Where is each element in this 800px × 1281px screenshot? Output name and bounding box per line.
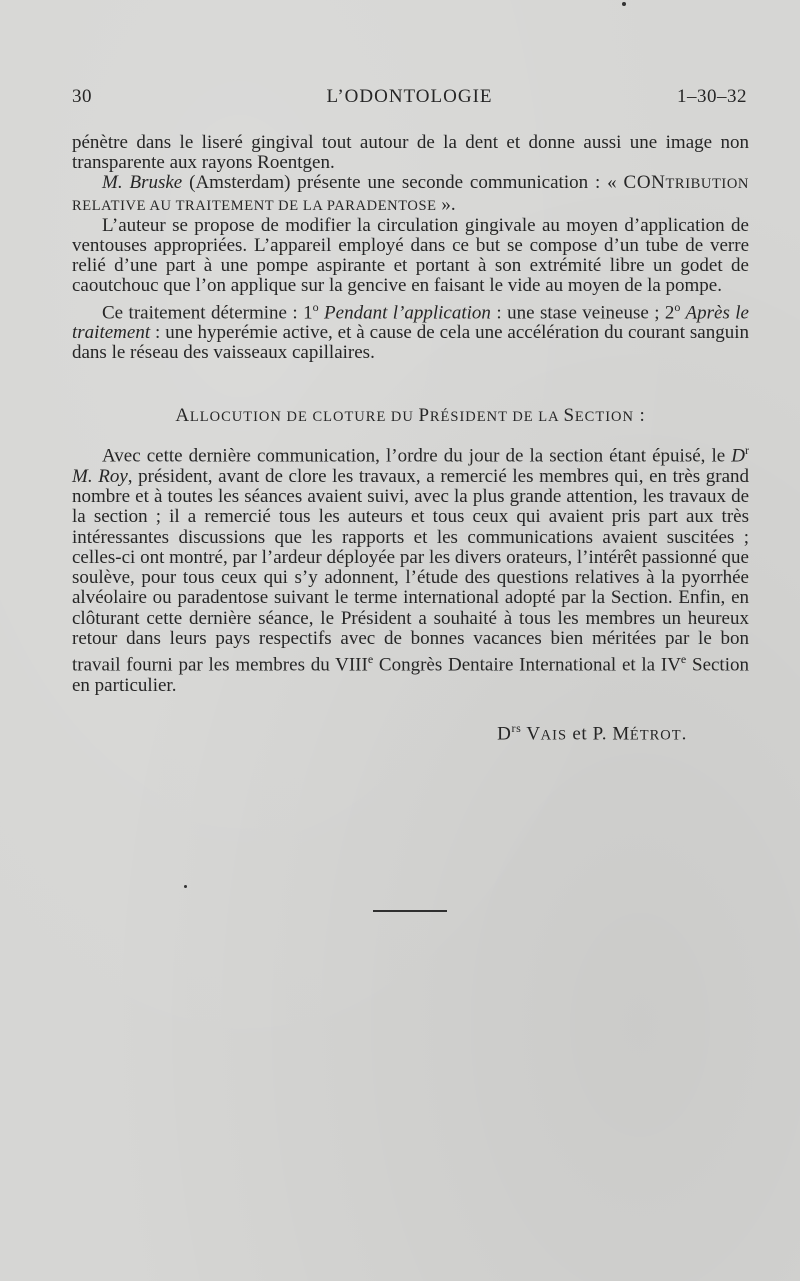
president-name: M. Roy (72, 465, 128, 487)
closing-remarks (72, 440, 749, 696)
communication-title: TRIBUTION RELATIVE AU TRAITEMENT DE LA PARADENTOSE (72, 176, 749, 214)
paragraph-4: Ce traitement détermine : 1$^o$ Pendant l’application : une stase veineuse ; 2$^o$ Après le traitement : une hyperémie active, et à cause de cela une accélération du courant sanguin dans le réseau des vaisseaux capillaires. (72, 299, 749, 364)
page-number: 30 (72, 86, 92, 107)
running-header (72, 86, 747, 110)
journal-title: L’ODONTOLOGIE (326, 86, 493, 107)
article-body (72, 133, 749, 364)
section-heading: ALLOCUTION DE CLOTURE DU PRÉSIDENT DE LA SECTION : (175, 405, 646, 426)
print-speck (622, 2, 626, 6)
author-name: M. Bruske (102, 172, 183, 194)
paragraph-1: pénètre dans le liseré gingival tout autour de la dent et donne aussi une image non transparente aux rayons Roentgen. (72, 132, 749, 174)
closing-paragraph: Avec cette dernière communication, l’ordre du jour de la section étant épuisé, le $D^r$ M. Roy, président, avant de clore les travaux, a remercié les membres qui, en très grand nombre et à toutes les séances avaient suivi, avec la plus grande attention, les travaux de la section ; il a remercié tous les auteurs et tous ceux qui avaient pris part aux très intéressantes discussions que les rapports et les communications avaient suscitées ; celles-ci ont montré, par l’ardeur déployée par les divers orateurs, l’intérêt passionné que soulève, pour tous ceux qui s’y adonnent, l’étude des questions relatives à la pyorrhée alvéolaire ou paradentose suivant le terme international adopté par la Section. Enfin, en clôturant cette dernière séance, le Président a souhaité à tous les membres un heureux retour dans leurs pays respectifs avec de bonnes vacances bien méritées par le bon travail fourni par les membres du VIIIe Congrès Dentaire International et la IVe Section en particulier. (72, 443, 749, 696)
signature: $D^{rs}$ VAIS et P. MÉTROT. (497, 721, 687, 745)
end-rule (373, 910, 447, 912)
paragraph-2: M. Bruske (Amsterdam) présente une seconde communication : « CONTRIBUTION RELATIVE AU TRAITEMENT DE LA PARADENTOSE ». (72, 172, 749, 215)
print-speck (184, 885, 187, 888)
issue-date: 1–30–32 (677, 86, 747, 107)
paragraph-3: L’auteur se propose de modifier la circulation gingivale au moyen d’application de ventouses appropriées. L’appareil employé dans ce but se compose d’un tube de verre relié d’une part à une pompe aspirante et portant à son extrémité libre un godet de caoutchouc que l’on applique sur la gencive en faisant le vide au moyen de la pompe. (72, 214, 749, 297)
